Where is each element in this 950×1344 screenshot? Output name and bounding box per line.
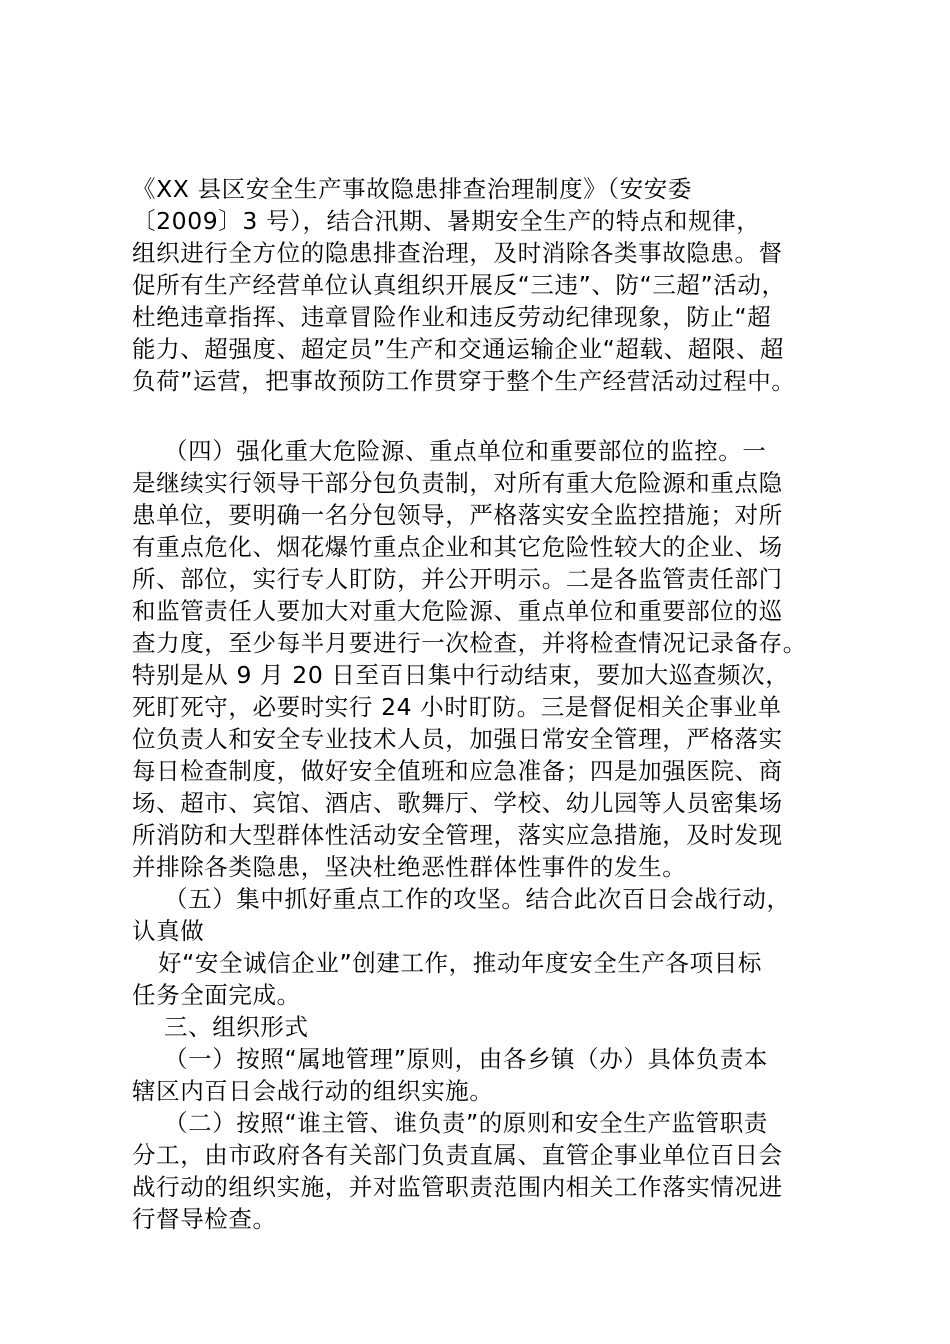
text-line: 辖区内百日会战行动的组织实施。 [132,1077,494,1105]
paragraph-heading-2: （二）按照“谁主管、谁负责”的原则和安全生产监管职责 [164,1109,768,1137]
paragraph-heading-4: （四）强化重大危险源、重点单位和重要部位的监控。一 [164,437,767,465]
text-line: 死盯死守，必要时实行 24 小时盯防。三是督促相关企事业单 [132,693,782,721]
text-line: 认真做 [132,917,205,945]
paragraph-heading-1: （一）按照“属地管理”原则，由各乡镇（办）具体负责本 [164,1045,768,1073]
text-line: 战行动的组织实施，并对监管职责范围内相关工作落实情况进 [132,1173,783,1201]
section-heading: 三、组织形式 [164,1013,309,1041]
text-line: 组织进行全方位的隐患排查治理，及时消除各类事故隐患。督 [132,239,783,267]
text-line: 杜绝违章指挥、违章冒险作业和违反劳动纪律现象，防止“超 [132,303,772,331]
text-line: 查力度，至少每半月要进行一次检查，并将检查情况记录备存。 [132,629,807,657]
text-line: 分工，由市政府各有关部门负责直属、直管企事业单位百日会 [132,1141,783,1169]
text-line: 和监管责任人要加大对重大危险源、重点单位和重要部位的巡 [132,597,783,625]
text-line: 〔2009〕3 号），结合汛期、暑期安全生产的特点和规律， [132,207,761,235]
text-line: 有重点危化、烟花爆竹重点企业和其它危险性较大的企业、场 [132,533,783,561]
text-line: 特别是从 9 月 20 日至百日集中行动结束，要加大巡查频次， [132,661,790,689]
text-line: 行督导检查。 [132,1205,277,1233]
text-line: 并排除各类隐患，坚决杜绝恶性群体性事件的发生。 [132,853,687,881]
paragraph-heading-5: （五）集中抓好重点工作的攻坚。结合此次百日会战行动， [164,885,791,913]
text-line: 负荷”运营，把事故预防工作贯穿于整个生产经营活动过程中。 [132,367,796,395]
text-line: 场、超市、宾馆、酒店、歌舞厅、学校、幼儿园等人员密集场 [132,789,783,817]
text-line: 是继续实行领导干部分包负责制，对所有重大危险源和重点隐 [132,469,783,497]
text-line: 患单位，要明确一名分包领导，严格落实安全监控措施；对所 [132,501,783,529]
text-line: 好“安全诚信企业”创建工作，推动年度安全生产各项目标 [158,949,762,977]
text-line: 《XX 县区安全生产事故隐患排查治理制度》（安安委 [132,175,692,203]
text-line: 促所有生产经营单位认真组织开展反“三违”、防“三超”活动， [132,271,786,299]
text-line: 能力、超强度、超定员”生产和交通运输企业“超载、超限、超 [132,335,785,363]
text-line: 位负责人和安全专业技术人员，加强日常安全管理，严格落实 [132,725,783,753]
text-line: 任务全面完成。 [132,981,301,1009]
text-line: 所消防和大型群体性活动安全管理，落实应急措施，及时发现 [132,821,783,849]
text-line: 每日检查制度，做好安全值班和应急准备；四是加强医院、商 [132,757,783,785]
text-line: 所、部位，实行专人盯防，并公开明示。二是各监管责任部门 [132,565,783,593]
